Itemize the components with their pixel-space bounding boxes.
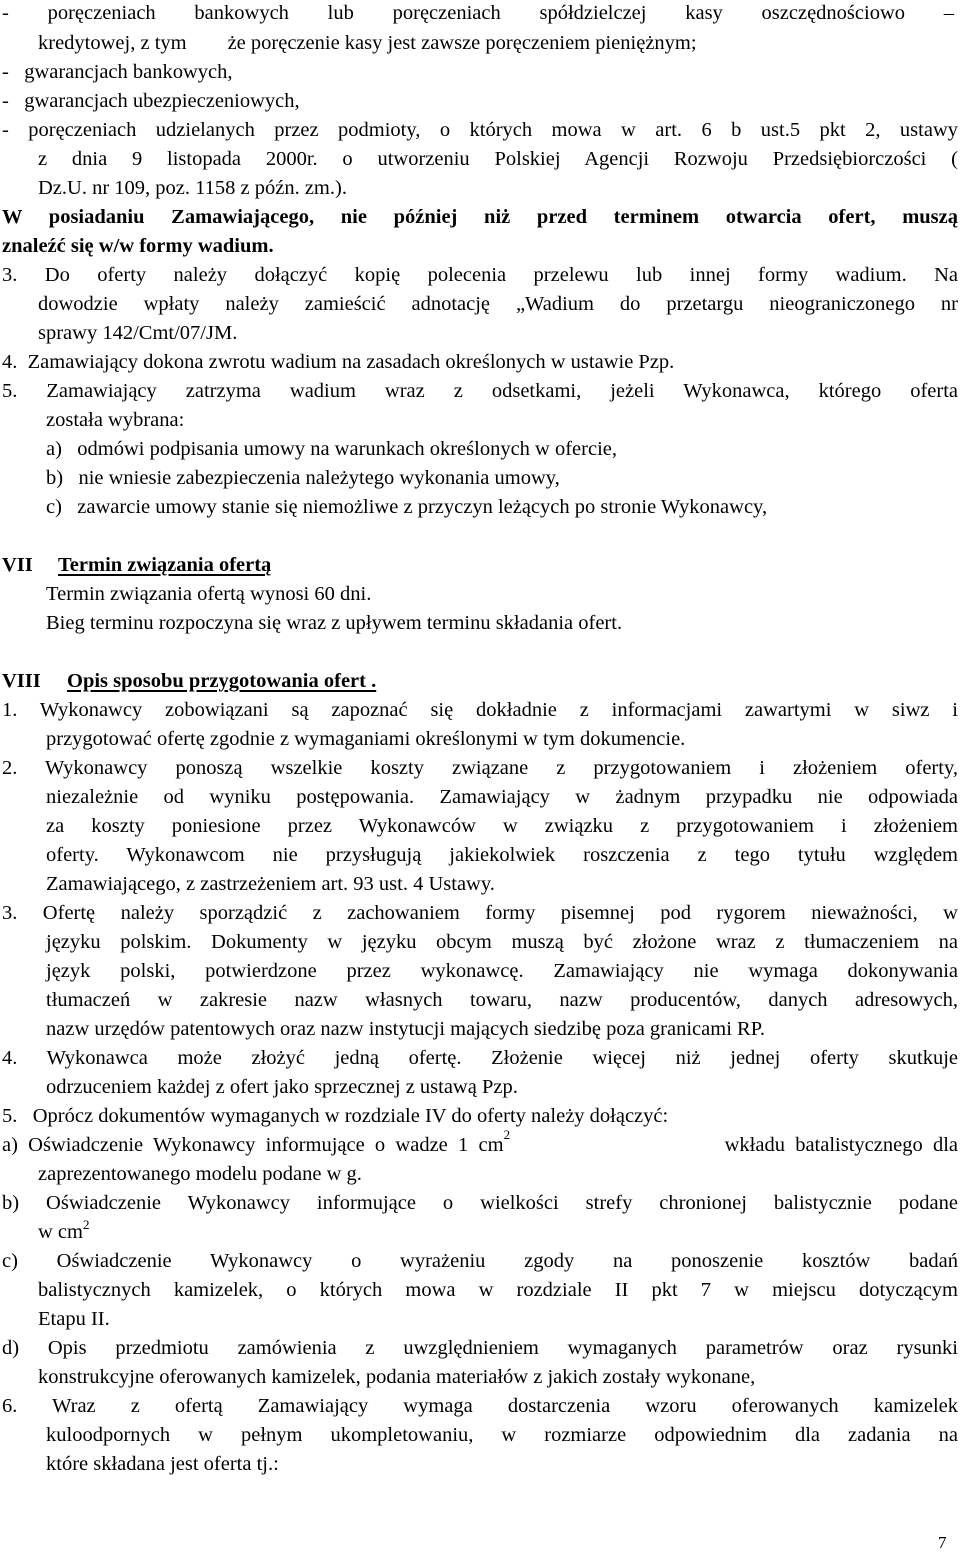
text-line: Etapu II. bbox=[38, 1308, 110, 1330]
text-line: odrzuceniem każdej z ofert jako sprzecznej z ustawą Pzp. bbox=[46, 1076, 518, 1098]
text-line: a) odmówi podpisania umowy na warunkach określonych w ofercie, bbox=[46, 438, 617, 460]
text-line: zaprezentowanego modelu podane w g. bbox=[38, 1163, 362, 1185]
text-line: w $cm^2$ bbox=[38, 1217, 90, 1243]
text-line: 1. Wykonawcy zobowiązani są zapoznać się dokładnie z informacjami zawartymi w siwz i bbox=[2, 699, 958, 721]
superscript: 2 bbox=[82, 1217, 90, 1232]
text-line: c) zawarcie umowy stanie się niemożliwe z przyczyn leżących po stronie Wykonawcy, bbox=[46, 496, 768, 518]
text-line: 4. Zamawiający dokona zwrotu wadium na zasadach określonych w ustawie Pzp. bbox=[2, 351, 675, 373]
text-line: 6. Wraz z ofertą Zamawiający wymaga dostarczenia wzoru oferowanych kamizelek bbox=[2, 1395, 958, 1417]
text-line: nazw urzędów patentowych oraz nazw instytucji mających siedzibę poza granicami RP. bbox=[46, 1018, 765, 1040]
text-line: za koszty poniesione przez Wykonawców w związku z przygotowaniem i złożeniem bbox=[46, 815, 958, 837]
text-line: c) Oświadczenie Wykonawcy o wyrażeniu zgody na ponoszenie kosztów badań bbox=[2, 1250, 958, 1272]
section-heading: Termin związania ofertą bbox=[58, 554, 272, 576]
text-line: dowodzie wpłaty należy zamieścić adnotację „Wadium do przetargu nieograniczonego nr bbox=[38, 293, 958, 315]
text-line: które składana jest oferta tj.: bbox=[46, 1453, 279, 1475]
text-line: 4. Wykonawca może złożyć jedną ofertę. Złożenie więcej niż jednej oferty skutkuje bbox=[2, 1047, 958, 1069]
superscript: 2 bbox=[503, 1127, 511, 1142]
text-line: niezależnie od wyniku postępowania. Zamawiający w żadnym przypadku nie odpowiada bbox=[46, 786, 958, 808]
text-line: 5. Oprócz dokumentów wymaganych w rozdziale IV do oferty należy dołączyć: bbox=[2, 1105, 669, 1127]
text-line: oferty. Wykonawcom nie przysługują jakiekolwiek roszczenia z tego tytułu względem bbox=[46, 844, 958, 866]
text-line: balistycznych kamizelek, o których mowa w rozdziale II pkt 7 w miejscu dotyczącym bbox=[38, 1279, 958, 1301]
section-number: VIII bbox=[2, 670, 41, 692]
text-line: a) Oświadczenie Wykonawcy informujące o wadze 1 cm 2 wkładu batalistycznego dla bbox=[2, 1127, 958, 1156]
text-line: 3. Ofertę należy sporządzić z zachowaniem formy pisemnej pod rygorem nieważności, w bbox=[2, 902, 958, 924]
text-line: przygotować ofertę zgodnie z wymaganiami określonymi w tym dokumencie. bbox=[46, 728, 686, 750]
text-line: Dz.U. nr 109, poz. 1158 z późn. zm.). bbox=[38, 177, 347, 199]
text-line-bold: znaleźć się w/w formy wadium. bbox=[2, 235, 274, 257]
text-line: kredytowej, z tym że poręczenie kasy jest zawsze poręczeniem pieniężnym; bbox=[38, 32, 697, 54]
text-line: sprawy 142/Cmt/07/JM. bbox=[38, 322, 238, 344]
text-line: z dnia 9 listopada 2000r. o utworzeniu Polskiej Agencji Rozwoju Przedsiębiorczości ( bbox=[38, 148, 958, 170]
text-line: język polski, potwierdzone przez wykonawcę. Zamawiający nie wymaga dokonywania bbox=[46, 960, 958, 982]
text-line: została wybrana: bbox=[46, 409, 185, 431]
text-line: Termin związania ofertą wynosi 60 dni. bbox=[46, 583, 372, 605]
text-line: - gwarancjach ubezpieczeniowych, bbox=[2, 90, 300, 112]
text-line: - poręczeniach udzielanych przez podmioty, o których mowa w art. 6 b ust.5 pkt 2, ustawy bbox=[2, 119, 958, 141]
page-number: 7 bbox=[938, 1533, 947, 1552]
text-line: Bieg terminu rozpoczyna się wraz z upływem terminu składania ofert. bbox=[46, 612, 623, 634]
text-line: języku polskim. Dokumenty w języku obcym muszą być złożone wraz z tłumaczeniem na bbox=[46, 931, 958, 953]
text-line: kuloodpornych w pełnym ukompletowaniu, w rozmiarze odpowiednim dla zadania na bbox=[46, 1424, 958, 1446]
text-line: 2. Wykonawcy ponoszą wszelkie koszty związane z przygotowaniem i złożeniem oferty, bbox=[2, 757, 958, 779]
text-line: 5. Zamawiający zatrzyma wadium wraz z odsetkami, jeżeli Wykonawca, którego oferta bbox=[2, 380, 958, 402]
text-line: b) nie wniesie zabezpieczenia należytego wykonania umowy, bbox=[46, 467, 560, 489]
text-line: tłumaczeń w zakresie nazw własnych towaru, nazw producentów, danych adresowych, bbox=[46, 989, 958, 1011]
text-line: d) Opis przedmiotu zamówienia z uwzględnieniem wymaganych parametrów oraz rysunki bbox=[2, 1337, 958, 1359]
section-heading: Opis sposobu przygotowania ofert . bbox=[67, 670, 377, 692]
section-number: VII bbox=[2, 554, 33, 576]
text-line-bold: W posiadaniu Zamawiającego, nie później niż przed terminem otwarcia ofert, muszą bbox=[2, 206, 958, 228]
text-line: 3. Do oferty należy dołączyć kopię polecenia przelewu lub innej formy wadium. Na bbox=[2, 264, 958, 286]
text-line: konstrukcyjne oferowanych kamizelek, podania materiałów z jakich zostały wykonane, bbox=[38, 1366, 756, 1388]
text-line: b) Oświadczenie Wykonawcy informujące o wielkości strefy chronionej balistycznie podane bbox=[2, 1192, 958, 1214]
text-line: - poręczeniach bankowych lub poręczeniach spółdzielczej kasy oszczędnościowo – bbox=[2, 2, 954, 24]
text-line: Zamawiającego, z zastrzeżeniem art. 93 ust. 4 Ustawy. bbox=[46, 873, 495, 895]
text-line: - gwarancjach bankowych, bbox=[2, 61, 233, 83]
